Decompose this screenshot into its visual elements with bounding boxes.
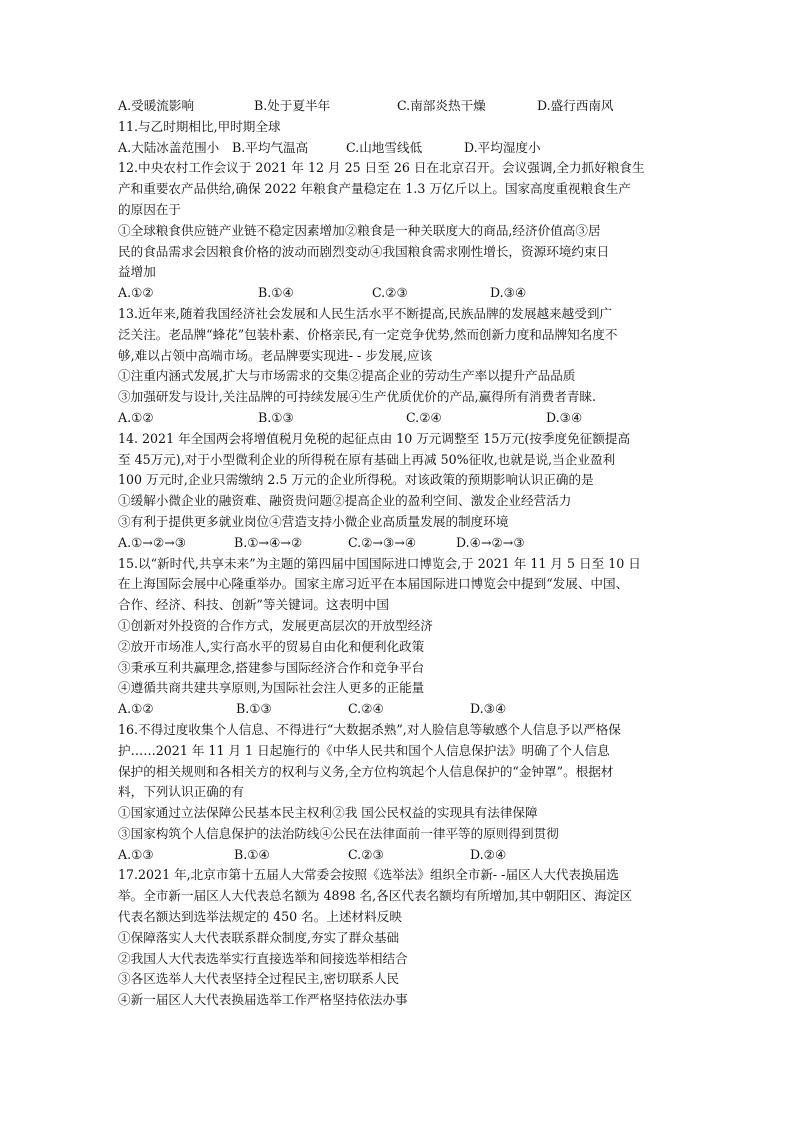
q11-stem: 11.与乙时期相比,甲时期全球 xyxy=(118,118,281,134)
q12-item-line: ①全球粮食供应链产业链不稳定因素增加②粮食是一种关联度大的商品,经济价值高③居 xyxy=(118,222,601,238)
q15-item-line: ①创新对外投资的合作方式，发展更高层次的开放型经济 xyxy=(118,617,433,633)
q11-options xyxy=(118,138,688,159)
q10-options xyxy=(118,96,688,117)
q16-item-line: ③国家构筑个人信息保护的法治防线④公民在法律面前一律平等的原则得到贯彻 xyxy=(118,825,559,841)
q17-stem-line: 代表名额达到选举法规定的 450 名。上述材料反映 xyxy=(118,909,402,925)
q17-item-line: ②我国人大代表选举实行直接选举和间接选举相结合 xyxy=(118,950,408,966)
option-c: C.②④ xyxy=(348,701,384,717)
q13-options xyxy=(118,408,688,429)
q12-stem-line: 12.中央农村工作会议于 2021 年 12 月 25 日至 26 日在北京召开。会议强调,全力抓好粮食生 xyxy=(118,160,645,176)
q13-stem-line: 够,难以占领中高端市场。老品牌要实现进- - 步发展,应该 xyxy=(118,347,433,363)
q15-stem-line: 在上海国际会展中心隆重举办。国家主席习近平在本届国际进口博览会中提到“发展、中国、 xyxy=(118,576,629,592)
q12-item-line: 民的食品需求会因粮食价格的波动而剧烈变动④我国粮食需求刚性增长，资源环境约束日 xyxy=(118,243,610,259)
option-d: D.③④ xyxy=(546,409,583,425)
option-a: A.①→②→③ xyxy=(118,534,187,550)
q14-options xyxy=(118,533,688,554)
option-b: B.平均气温高 xyxy=(232,139,309,155)
option-a: A.大陆冰盖范围小 xyxy=(118,139,220,155)
exam-page xyxy=(118,96,688,1011)
option-a: A.①② xyxy=(118,409,154,425)
option-c: C.②③ xyxy=(372,285,408,301)
q17-item-line: ③各区选举人大代表坚持全过程民主,密切联系人民 xyxy=(118,971,400,987)
q12-stem-line: 产和重要农产品供给,确保 2022 年粮食产量稳定在 1.3 万亿斤以上。国家高度重视粮食生产 xyxy=(118,181,631,197)
q12-item-line: 益增加 xyxy=(118,264,156,280)
option-d: D.③④ xyxy=(490,285,527,301)
q17-item-line: ④新一届区人大代表换届选举工作严格坚持依法办事 xyxy=(118,992,408,1008)
q14-item-line: ①缓解小微企业的融资难、融资贵问题②提高企业的盈利空间、激发企业经营活力 xyxy=(118,493,572,509)
option-c: C.山地雪线低 xyxy=(346,139,423,155)
q15-item-line: ③秉承互利共赢理念,搭建参与国际经济合作和竞争平台 xyxy=(118,659,425,675)
q16-stem-line: 保护的相关规则和各相关方的权利与义务,全方位构筑起个人信息保护的“金钟罩”。根据材 xyxy=(118,763,614,779)
option-a: A.①② xyxy=(118,701,154,717)
q13-stem-line: 泛关注。老品牌“蜂花”包装朴素、价格亲民,有一定竞争优势,然而创新力度和品牌知名度不 xyxy=(118,326,618,342)
q15-item-line: ②放开市场准人,实行高水平的贸易自由化和便利化政策 xyxy=(118,638,425,654)
q15-stem-line: 15.以“新时代,共享未来”为主题的第四届中国国际进口博览会,于 2021 年 11 月 5 日至 10 日 xyxy=(118,555,641,571)
option-a: A.①② xyxy=(118,285,154,301)
q13-stem-line: 13.近年来,随着我国经济社会发展和人民生活水平不断提高,民族品牌的发展越来越受到广 xyxy=(118,305,613,321)
q15-item-line: ④遵循共商共建共享原则,为国际社会注人更多的正能量 xyxy=(118,680,425,696)
q17-item-line: ①保障落实人大代表联系群众制度,夯实了群众基础 xyxy=(118,929,400,945)
option-a: A.受暖流影响 xyxy=(118,98,195,113)
q12-stem-line: 的原因在于 xyxy=(118,201,181,217)
q14-stem-line: 14. 2021 年全国两会将增值税月免税的起征点由 10 万元调整至 15万元(按季度免征额提高 xyxy=(118,430,631,446)
q17-stem-line: 17.2021 年,北京市第十五届人大常委会按照《选举法》组织全市新- -届区人大代表换届选 xyxy=(118,867,619,883)
q15-options xyxy=(118,699,688,720)
option-b: B.①③ xyxy=(258,409,294,425)
option-d: D.②④ xyxy=(470,846,507,862)
option-c: C.②③ xyxy=(348,846,384,862)
option-b: B.①③ xyxy=(236,701,272,717)
option-b: B.①④ xyxy=(234,846,270,862)
q16-item-line: ①国家通过立法保障公民基本民主权利②我 国公民权益的实现具有法律保障 xyxy=(118,805,538,821)
q13-item-line: ③加强研发与设计,关注品牌的可持续发展④生产优质优价的产品,赢得所有消费者青睐. xyxy=(118,389,596,405)
option-b: B.①→④→② xyxy=(234,534,303,550)
option-b: B.①④ xyxy=(258,285,294,301)
option-d: D.平均湿度小 xyxy=(464,139,541,155)
q16-stem-line: 护……2021 年 11 月 1 日起施行的《中华人民共和国个人信息保护法》明确了个人信息 xyxy=(118,742,610,758)
option-b: B.处于夏半年 xyxy=(254,98,331,113)
option-a: A.①③ xyxy=(118,846,154,862)
q16-stem-line: 16.不得过度收集个人信息、不得进行“大数据杀熟”,对人脸信息等敏感个人信息予以严格保 xyxy=(118,721,621,737)
q14-stem-line: 100 万元时,企业只需缴纳 2.5 万元的企业所得税。对该政策的预期影响认识正确的是 xyxy=(118,472,594,488)
q16-options xyxy=(118,845,688,866)
q12-options xyxy=(118,283,688,304)
q13-item-line: ①注重内涵式发展,扩大与市场需求的交集②提高企业的劳动生产率以提升产品品质 xyxy=(118,368,576,384)
option-d: D.③④ xyxy=(470,701,507,717)
q17-stem-line: 举。全市新一届区人大代表总名额为 4898 名,各区代表名额均有所增加,其中朝阳区、海淀区 xyxy=(118,888,633,904)
q14-stem-line: 至 45万元),对于小型微利企业的所得税在原有基础上再减 50%征收,也就是说,当企业盈利 xyxy=(118,451,616,467)
option-d: D.盛行西南风 xyxy=(537,98,614,113)
q14-item-line: ③有利于提供更多就业岗位④营造支持小微企业高质量发展的制度环境 xyxy=(118,513,509,529)
option-d: D.④→②→③ xyxy=(456,534,525,550)
q16-stem-line: 料，下列认识正确的有 xyxy=(118,784,244,800)
option-c: C.南部炎热干燥 xyxy=(397,98,486,113)
option-c: C.②→③→④ xyxy=(348,534,417,550)
q15-stem-line: 合作、经济、科技、创新”等关键词。这表明中国 xyxy=(118,597,389,613)
option-c: C.②④ xyxy=(406,409,442,425)
